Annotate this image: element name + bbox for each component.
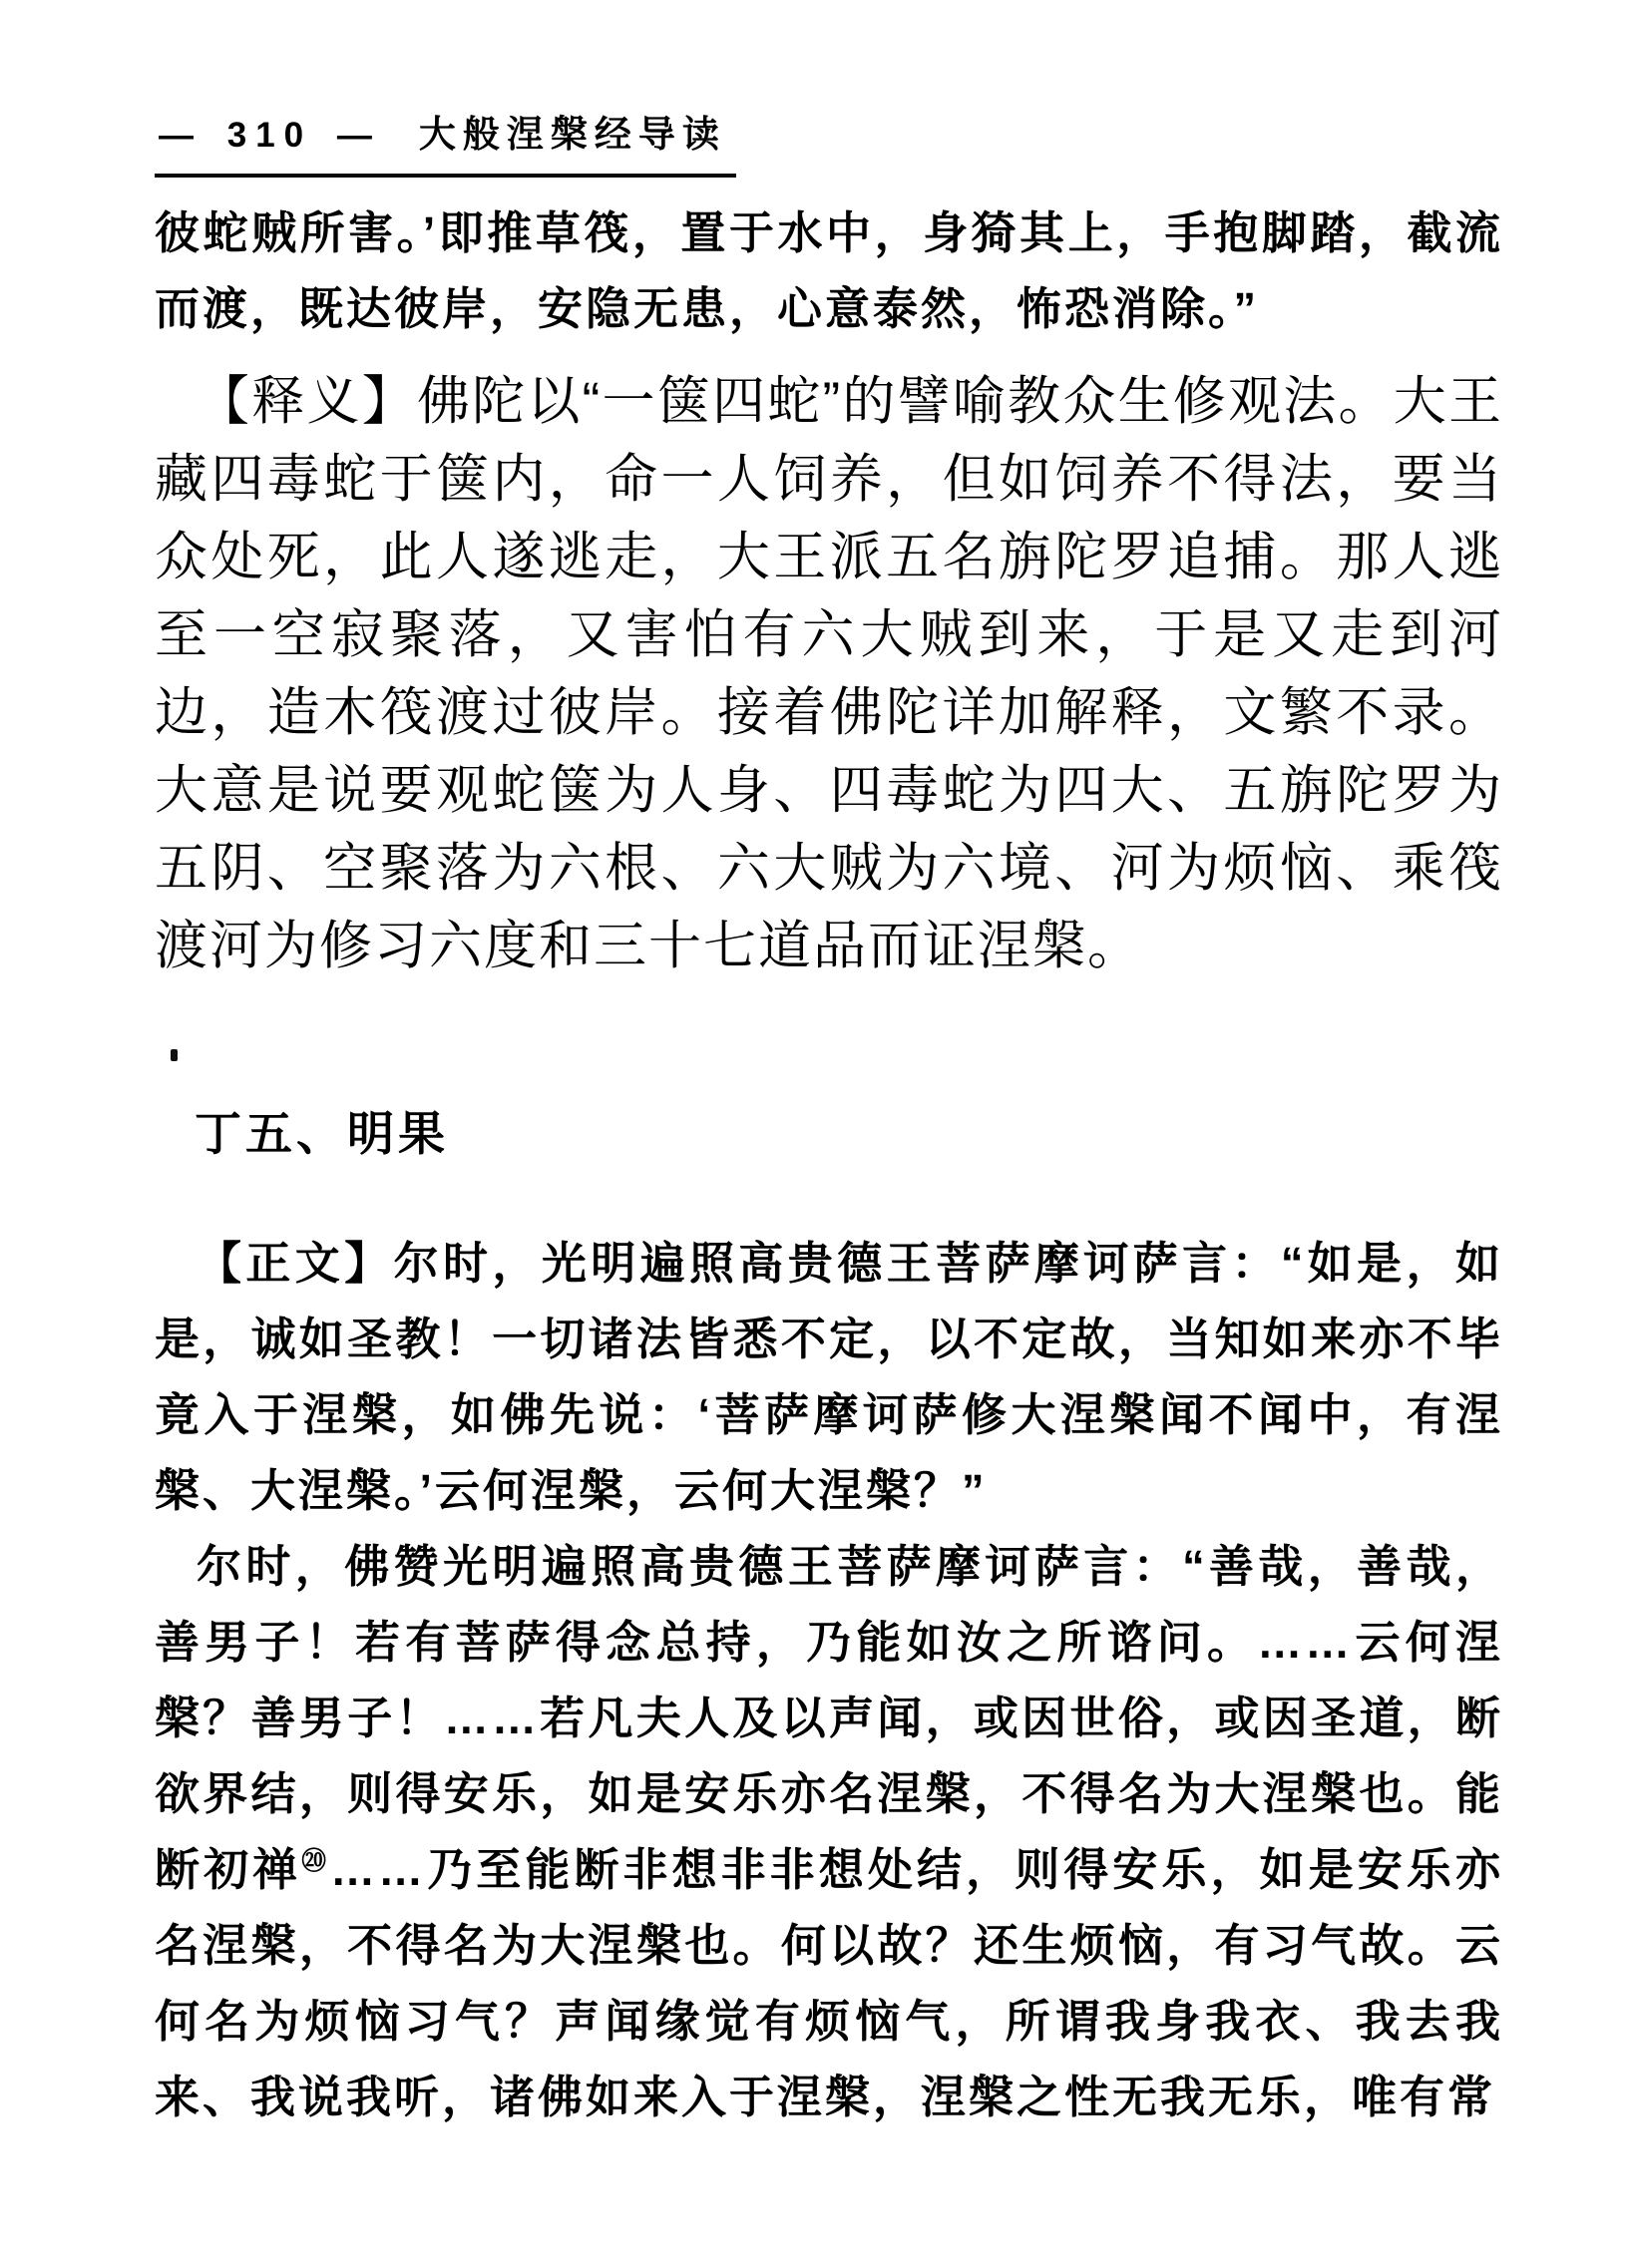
page-number: — 310 — <box>159 116 381 155</box>
footnote-marker: ⑳ <box>301 1848 331 1875</box>
running-head <box>155 104 736 178</box>
paragraph-scripture: 尔时，佛赞光明遍照高贵德王菩萨摩诃萨言：“善哉，善哉，善男子！若有菩萨得念总持，乃能如汝之所谘问。……云何涅槃？善男子！……若凡夫人及以声闻，或因世俗，或因圣道，断欲界结，则得安乐，如是安乐亦名涅槃，不得名为大涅槃也。能断初禅⑳……乃至能断非想非非想处结，则得安乐，如是安乐亦名涅槃，不得名为大涅槃也。何以故？还生烦恼，有习气故。云何名为烦恼习气？声闻缘觉有烦恼气，所谓我身我衣、我去我来、我说我听，诸佛如来入于涅槃，涅槃之性无我无乐，唯有常 <box>155 1541 1503 2122</box>
scan-artifact-dot <box>171 1049 178 1061</box>
section-heading: 丁五、明果 <box>195 1107 449 1160</box>
book-title: 大般涅槃经导读 <box>418 114 726 155</box>
paragraph-scripture: 【正文】尔时，光明遍照高贵德王菩萨摩诃萨言：“如是，如是，诚如圣教！一切诸法皆悉不定，以不定故，当知如来亦不毕竟入于涅槃，如佛先说：‘菩萨摩诃萨修大涅槃闻不闻中，有涅槃、大涅槃。’云何涅槃，云何大涅槃？” <box>155 1238 1503 1516</box>
paragraph-commentary: 【释义】佛陀以“一箧四蛇”的譬喻教众生修观法。大王藏四毒蛇于箧内，命一人饲养，但如饲养不得法，要当众处死，此人遂逃走，大王派五名旃陀罗追捕。那人逃至一空寂聚落，又害怕有六大贼到来，于是又走到河边，造木筏渡过彼岸。接着佛陀详加解释，文繁不录。大意是说要观蛇箧为人身、四毒蛇为四大、五旃陀罗为五阴、空聚落为六根、六大贼为六境、河为烦恼、乘筏渡河为修习六度和三十七道品而证涅槃。 <box>155 372 1503 975</box>
body-paragraphs <box>155 195 1503 2135</box>
paragraph-scripture: 彼蛇贼所害。’即推草筏，置于水中，身猗其上，手抱脚踏，截流而渡，既达彼岸，安隐无患，心意泰然，怖恐消除。” <box>155 207 1503 334</box>
